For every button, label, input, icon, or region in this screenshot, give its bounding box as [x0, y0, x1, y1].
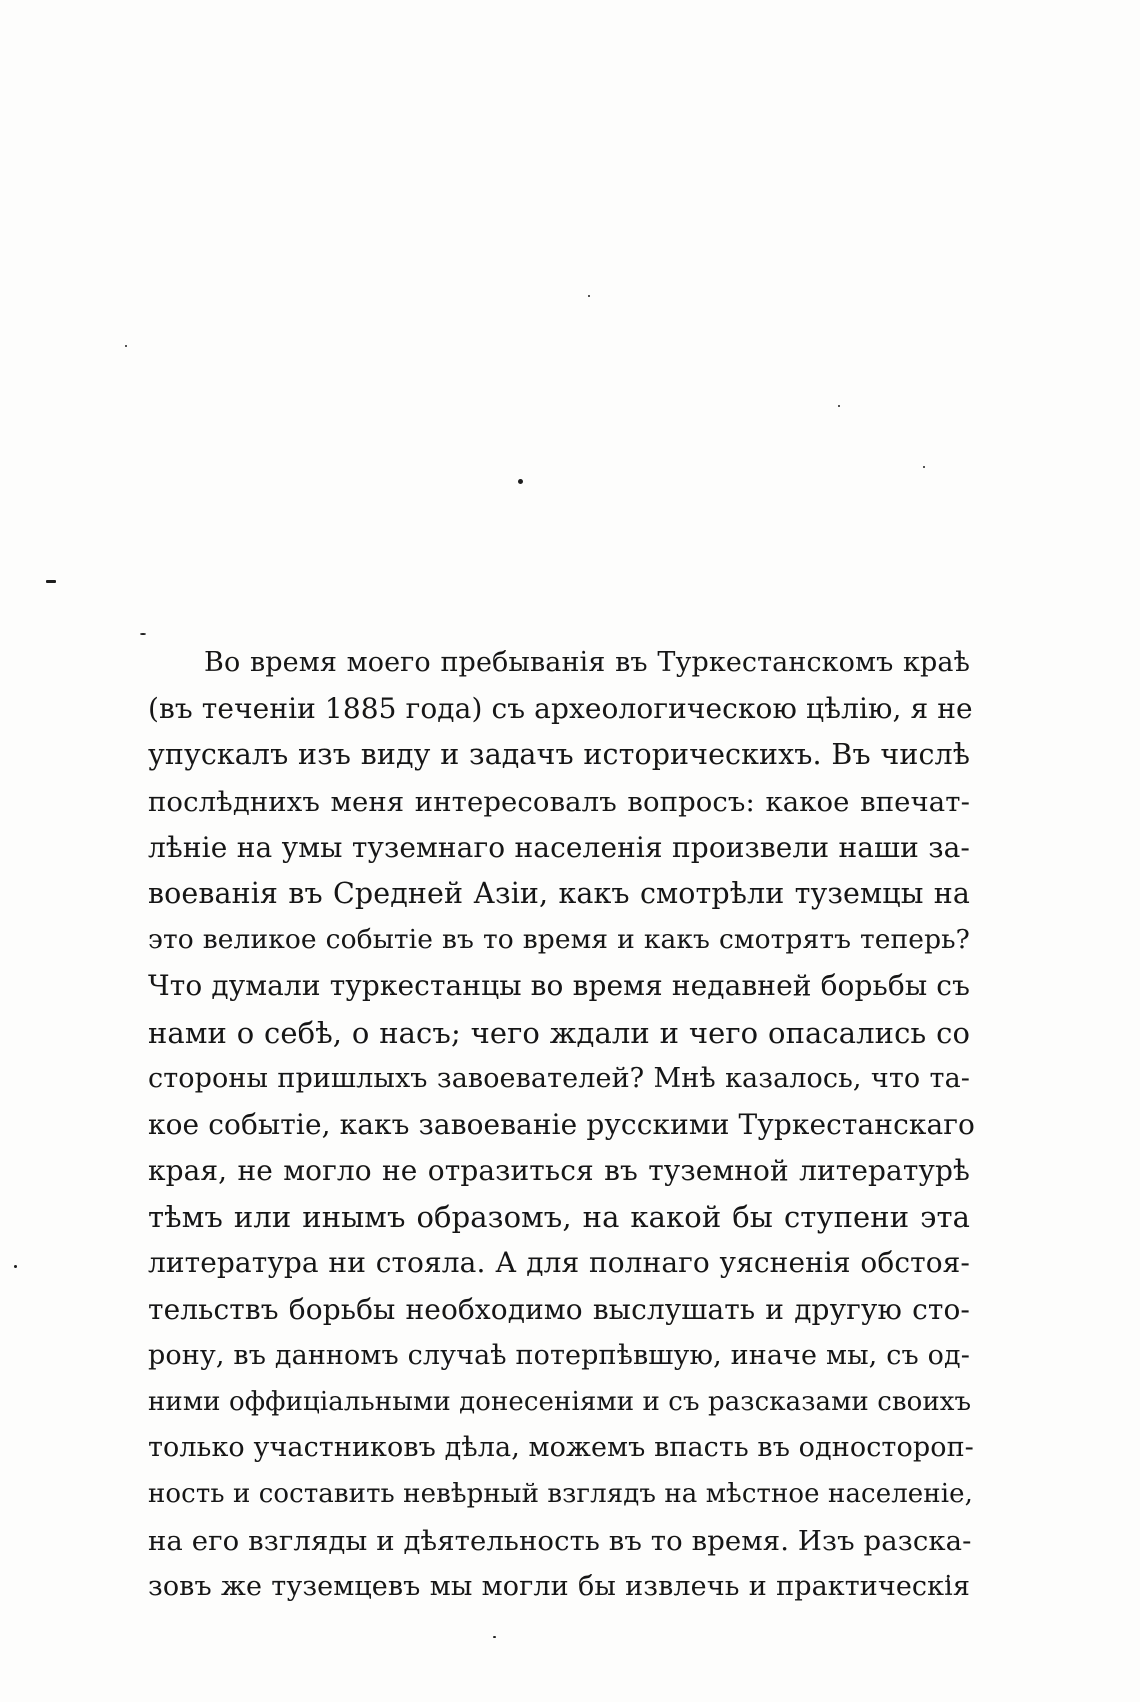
dust-speck — [14, 1265, 17, 1268]
text-line: зовъ же туземцевъ мы могли бы извлечь и практическія — [148, 1570, 970, 1602]
text-line: кое событіе, какъ завоеваніе русскими Туркестанскаго — [148, 1107, 975, 1141]
dust-speck — [140, 633, 146, 635]
text-line: это великое событіе въ то время и какъ смотрятъ теперь? — [148, 924, 970, 956]
text-line: ность и составить невѣрный взглядъ на мѣстное населеніе, — [148, 1479, 973, 1510]
text-line: стороны пришлыхъ завоевателей? Мнѣ казалось, что та- — [148, 1062, 970, 1094]
dust-speck — [923, 466, 925, 468]
paragraph — [148, 640, 975, 1610]
text-line: на его взгляды и дѣятельность въ то время. Изъ разска- — [148, 1524, 972, 1557]
text-line: только участниковъ дѣла, можемъ впасть въ одностороп- — [148, 1432, 974, 1464]
text-line: литература ни стояла. А для полнаго уясненія обстоя- — [148, 1246, 970, 1280]
text-line: тѣмъ или инымъ образомъ, на какой бы ступени эта — [148, 1200, 970, 1235]
text-line: упускалъ изъ виду и задачъ историческихъ. Въ числѣ — [148, 738, 970, 772]
text-line: рону, въ данномъ случаѣ потерпѣвшую, иначе мы, съ од- — [148, 1339, 970, 1371]
text-line: ними оффиціальными донесеніями и съ разсказами своихъ — [148, 1387, 972, 1417]
dust-speck — [46, 580, 56, 583]
dust-speck — [518, 479, 523, 484]
text-line: Во время моего пребыванія въ Туркестанскомъ краѣ — [204, 647, 970, 678]
text-line: края, не могло не отразиться въ туземной литературѣ — [148, 1154, 970, 1188]
dust-speck — [125, 345, 127, 347]
text-line: (въ теченіи 1885 года) съ археологическою цѣлію, я не — [148, 692, 973, 726]
text-line: Что думали туркестанцы во время недавней борьбы съ — [148, 969, 970, 1003]
text-line: нами о себѣ, о насъ; чего ждали и чего опасались со — [148, 1015, 970, 1050]
text-line: послѣднихъ меня интересовалъ вопросъ: какое впечат- — [148, 785, 970, 818]
text-line: воеванія въ Средней Азіи, какъ смотрѣли туземцы на — [148, 876, 970, 910]
dust-speck — [838, 405, 840, 407]
dust-speck — [493, 1636, 496, 1638]
text-line: лѣніе на умы туземнаго населенія произвели наши за- — [148, 830, 970, 864]
text-line: тельствъ борьбы необходимо выслушать и другую сто- — [148, 1292, 970, 1326]
dust-speck — [588, 295, 590, 297]
